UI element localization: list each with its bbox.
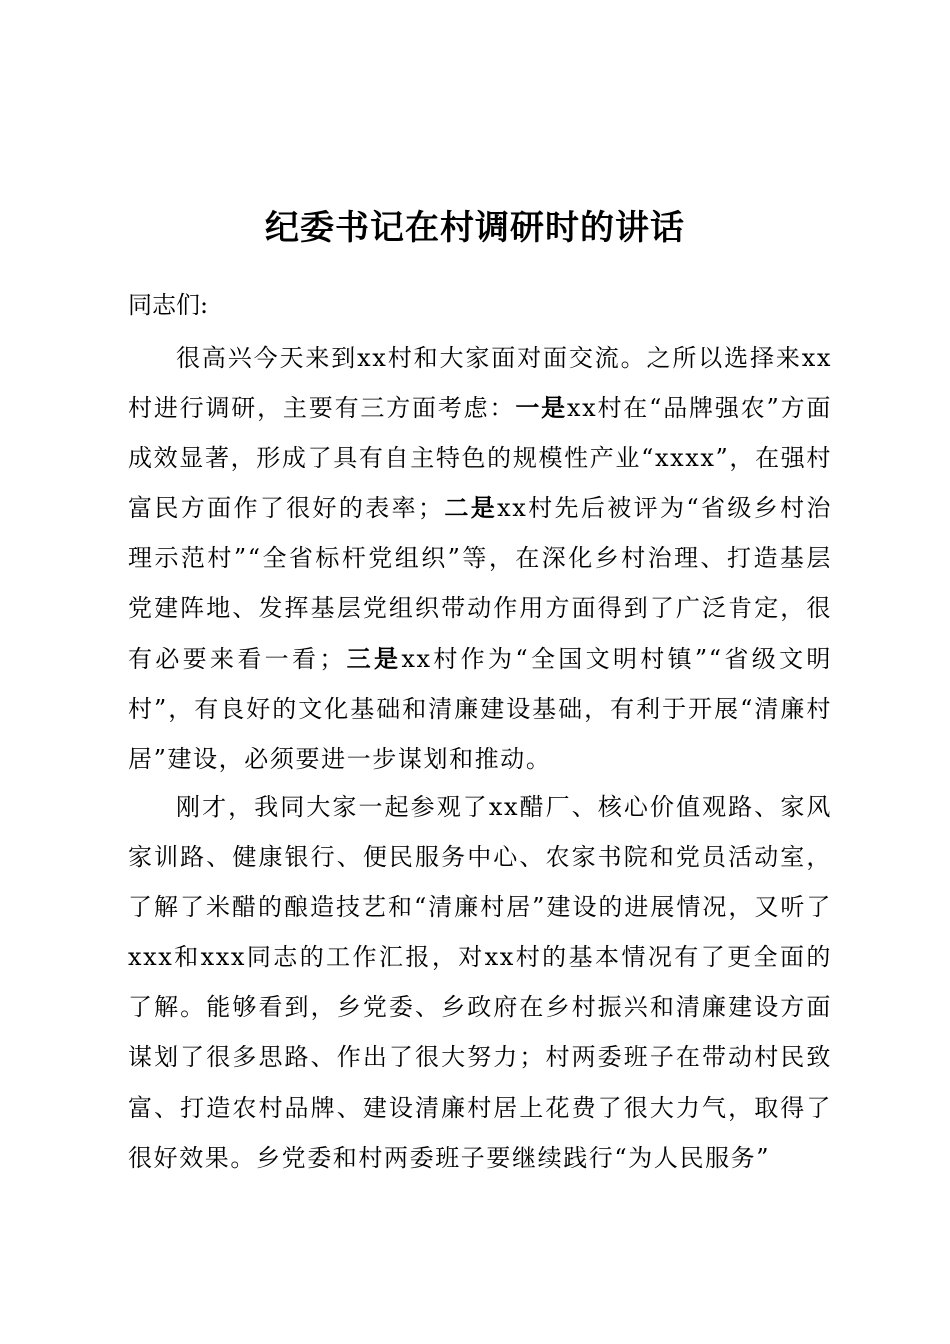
paragraph-1-segment-2: xx村在“品牌强农”方面成效显著，形成了具有自主特色的规模性产业“xxxx”，在强村富民方面作了很好的表率； [128,394,833,523]
paragraph-1 [128,333,832,784]
point-three-label: 三是 [344,643,402,673]
point-two-label: 二是 [443,493,498,523]
page-title: 纪委书记在村调研时的讲话 [265,208,685,248]
paragraph-1-segment-1: 很高兴今天来到xx村和大家面对面交流。之所以选择来xx村进行调研，主要有三方面考虑： [128,344,832,423]
paragraph-1-segment-4: xx村作为“全国文明村镇”“省级文明村”，有良好的文化基础和清廉建设基础，有利于开展“清廉村居”建设，必须要进一步谋划和推动。 [128,644,832,773]
point-one-label: 一是 [515,393,567,423]
salutation: 同志们: [128,291,209,319]
paragraph-2: 刚才，我同大家一起参观了xx醋厂、核心价值观路、家风家训路、健康银行、便民服务中心、农家书院和党员活动室，了解了米醋的酿造技艺和“清廉村居”建设的进展情况，又听了xxx和xxx同志的工作汇报，对xx村的基本情况有了更全面的了解。能够看到，乡党委、乡政府在乡村振兴和清廉建设方面谋划了很多思路、作出了很大努力；村两委班子在带动村民致富、打造农村品牌、建设清廉村居上花费了很大力气，取得了很好效果。乡党委和村两委班子要继续践行“为人民服务” [128,793,832,1172]
paragraph-1-segment-3: xx村先后被评为“省级乡村治理示范村”“全省标杆党组织”等，在深化乡村治理、打造基层党建阵地、发挥基层党组织带动作用方面得到了广泛肯定，很有必要来看一看； [128,494,833,673]
